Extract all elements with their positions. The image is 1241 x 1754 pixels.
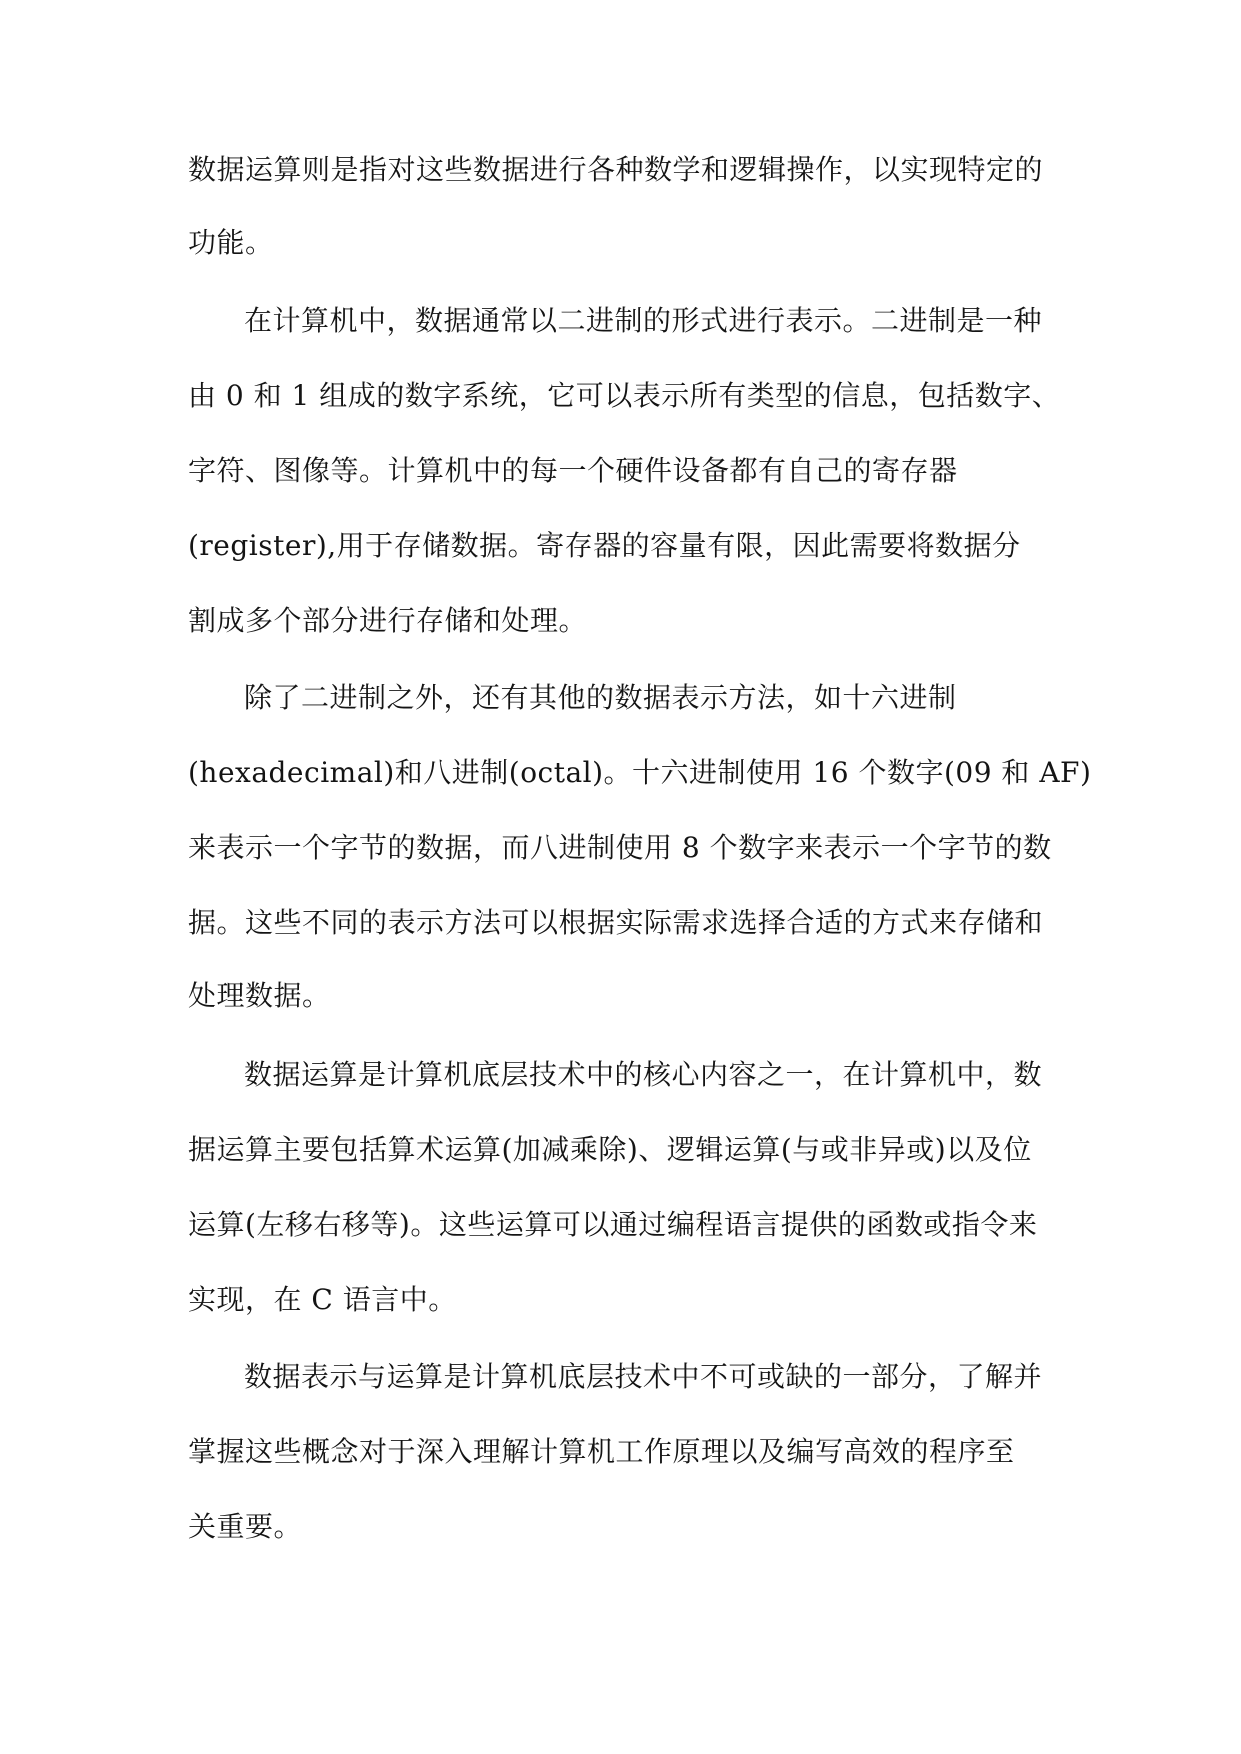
paragraph-first-line: 除了二进制之外，还有其他的数据表示方法，如十六进制 (244, 681, 957, 714)
text-line: 关重要。 (188, 1510, 303, 1543)
text-line: (register),用于存储数据。寄存器的容量有限，因此需要将数据分 (188, 529, 1021, 562)
text-line: 据运算主要包括算术运算(加减乘除)、逻辑运算(与或非异或)以及位 (188, 1133, 1032, 1166)
text-line: 据。这些不同的表示方法可以根据实际需求选择合适的方式来存储和 (188, 906, 1044, 939)
text-line: 字符、图像等。计算机中的每一个硬件设备都有自己的寄存器 (188, 454, 958, 487)
text-line: 实现，在 C 语言中。 (188, 1283, 457, 1316)
text-line: 数据运算则是指对这些数据进行各种数学和逻辑操作，以实现特定的 (188, 153, 1044, 186)
paragraph-first-line: 在计算机中，数据通常以二进制的形式进行表示。二进制是一种 (244, 304, 1043, 337)
text-line: (hexadecimal)和八进制(octal)。十六进制使用 16 个数字(09 和 AF) (188, 756, 1092, 789)
text-line: 掌握这些概念对于深入理解计算机工作原理以及编写高效的程序至 (188, 1435, 1015, 1468)
text-line: 割成多个部分进行存储和处理。 (188, 604, 588, 637)
paragraph-first-line: 数据运算是计算机底层技术中的核心内容之一，在计算机中，数 (244, 1058, 1043, 1091)
text-line: 处理数据。 (188, 979, 331, 1012)
text-line: 由 0 和 1 组成的数字系统，它可以表示所有类型的信息，包括数字、 (188, 379, 1061, 412)
paragraph-first-line: 数据表示与运算是计算机底层技术中不可或缺的一部分，了解并 (244, 1360, 1043, 1393)
text-line: 运算(左移右移等)。这些运算可以通过编程语言提供的函数或指令来 (188, 1208, 1038, 1241)
text-line: 功能。 (188, 226, 274, 259)
text-line: 来表示一个字节的数据，而八进制使用 8 个数字来表示一个字节的数 (188, 831, 1052, 864)
